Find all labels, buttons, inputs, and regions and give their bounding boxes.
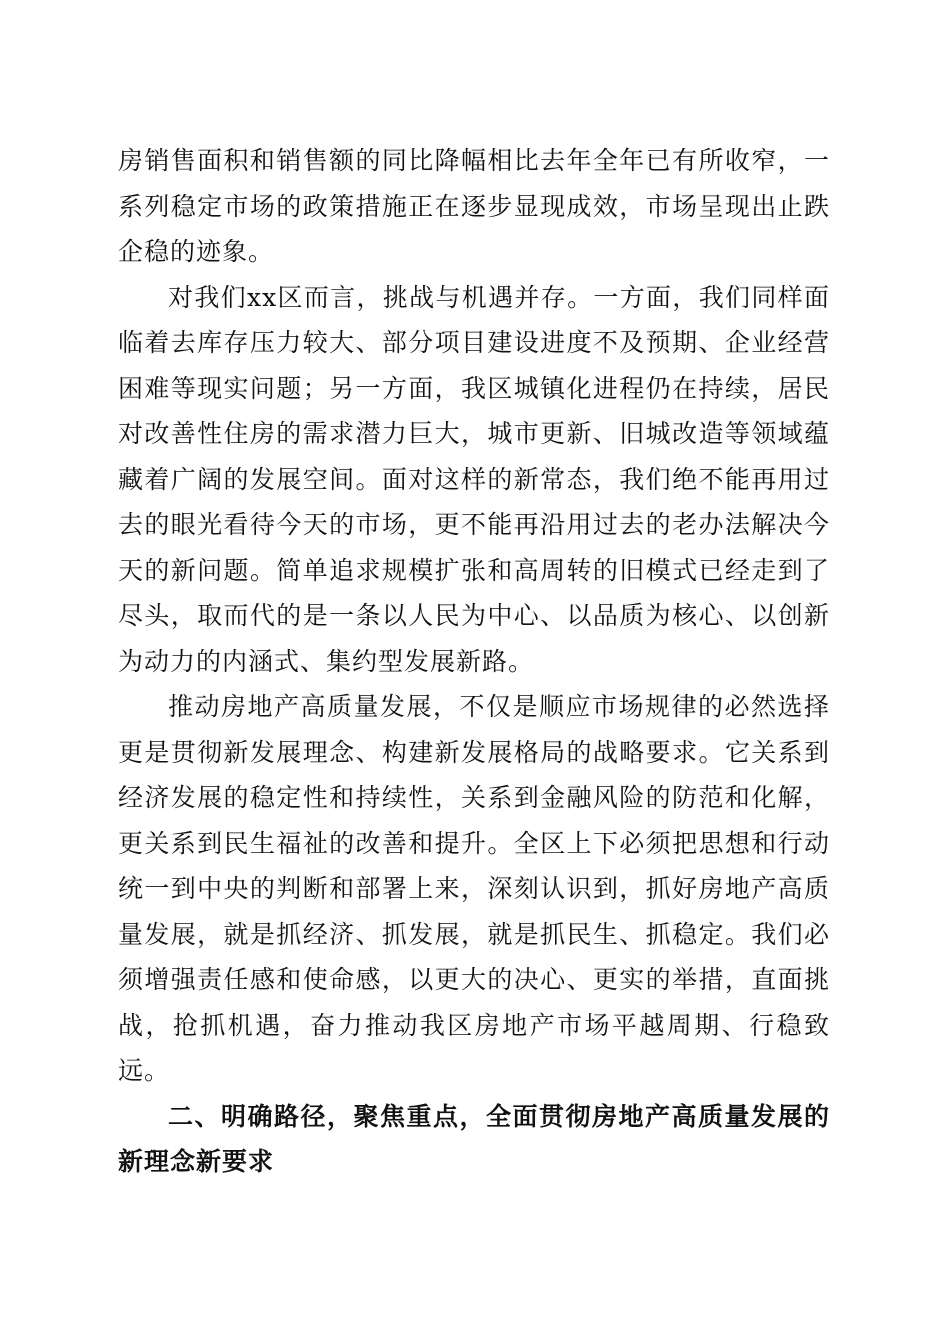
section-heading-two: 二、明确路径，聚焦重点，全面贯彻房地产高质量发展的新理念新要求 bbox=[118, 1101, 830, 1176]
paragraph-high-quality-development: 推动房地产高质量发展，不仅是顺应市场规律的必然选择更是贯彻新发展理念、构建新发展格局的战略要求。它关系到经济发展的稳定性和持续性，关系到金融风险的防范和化解，更关系到民生福祉的改善和提升。全区上下必须把思想和行动统一到中央的判断和部署上来，深刻认识到，抓好房地产高质量发展，就是抓经济、抓发展，就是抓民生、抓稳定。我们必须增强责任感和使命感，以更大的决心、更实的举措，直面挑战，抢抓机遇，奋力推动我区房地产市场平越周期、行稳致远。 bbox=[118, 692, 830, 1085]
paragraph-market-stabilizing: 房销售面积和销售额的同比降幅相比去年全年已有所收窄，一系列稳定市场的政策措施正在逐步显现成效，市场呈现出止跌企稳的迹象。 bbox=[118, 146, 830, 266]
paragraph-challenges-opportunities: 对我们xx区而言，挑战与机遇并存。一方面，我们同样面临着去库存压力较大、部分项目建设进度不及预期、企业经营困难等现实问题；另一方面，我区城镇化进程仍在持续，居民对改善性住房的需求潜力巨大，城市更新、旧城改造等领域蕴藏着广阔的发展空间。面对这样的新常态，我们绝不能再用过去的眼光看待今天的市场，更不能再沿用过去的老办法解决今天的新问题。简单追求规模扩张和高周转的旧模式已经走到了尽头，取而代的是一条以人民为中心、以品质为核心、以创新为动力的内涵式、集约型发展新路。 bbox=[118, 282, 830, 676]
document-body bbox=[118, 138, 830, 1185]
